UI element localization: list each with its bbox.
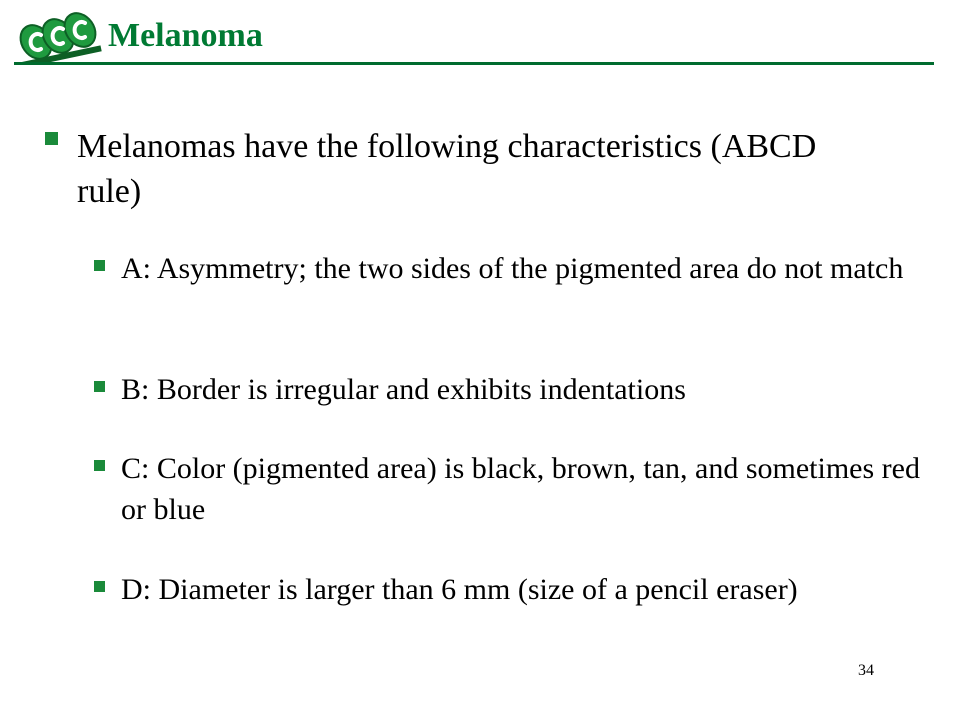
sub-bullet-icon <box>94 581 105 592</box>
slide-title: Melanoma <box>108 17 263 54</box>
title-divider <box>14 62 934 65</box>
sub-point-color: C: Color (pigmented area) is black, brown, tan, and sometimes red or blue <box>121 452 920 526</box>
sub-bullet-icon <box>94 460 105 471</box>
sub-bullet-icon <box>94 381 105 392</box>
ecc-logo-icon <box>14 6 106 64</box>
page-number: 34 <box>858 662 874 679</box>
sub-point-diameter: D: Diameter is larger than 6 mm (size of a pencil eraser) <box>121 573 798 606</box>
main-point: Melanomas have the following characteristics (ABCD rule) <box>77 128 817 210</box>
sub-point-border: B: Border is irregular and exhibits indentations <box>121 373 686 406</box>
sub-point-asymmetry: A: Asymmetry; the two sides of the pigmented area do not match <box>121 252 904 285</box>
main-bullet-icon <box>45 132 58 145</box>
sub-bullet-icon <box>94 260 105 271</box>
